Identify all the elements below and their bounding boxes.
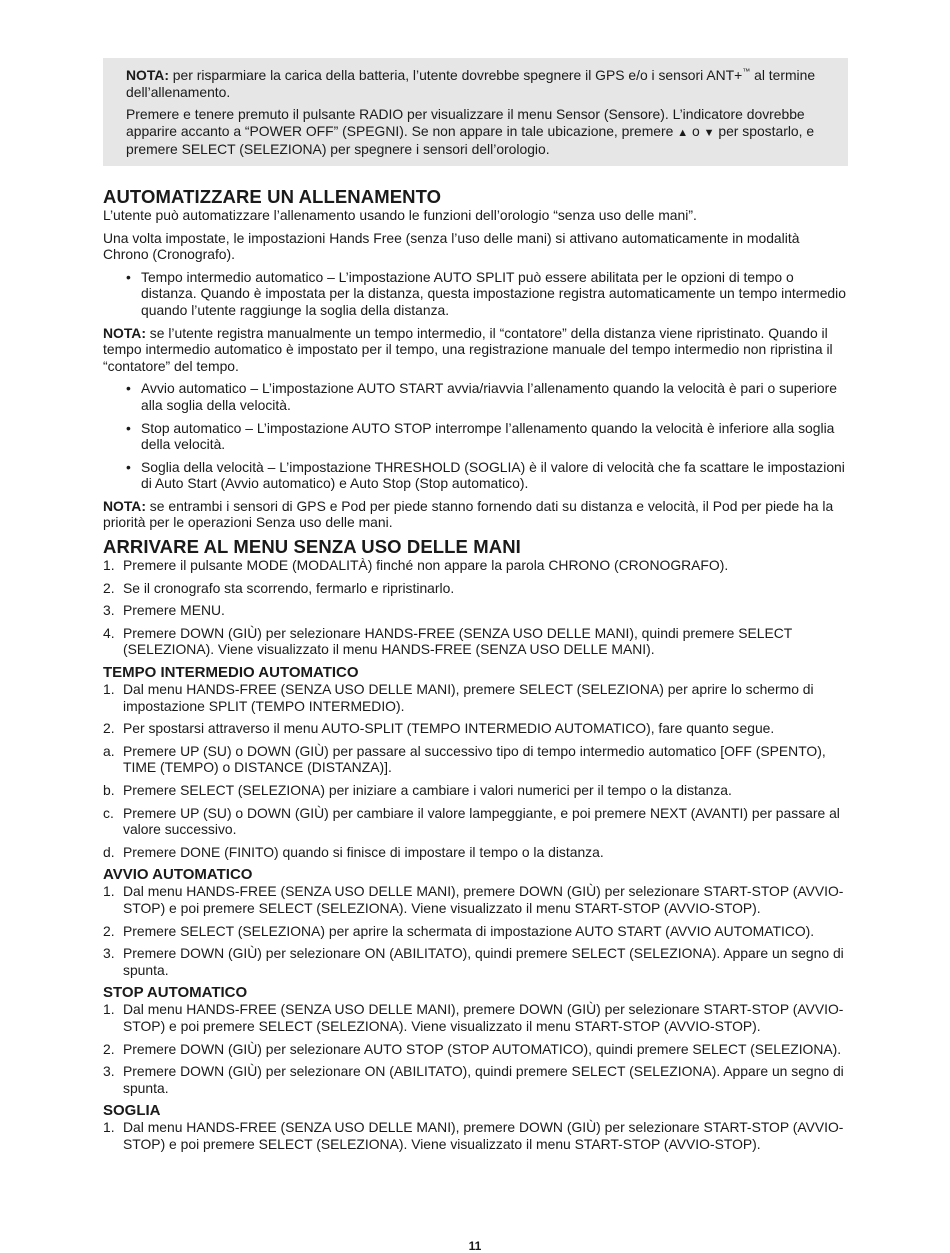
step-item [103, 1063, 848, 1096]
step-marker: 1. [103, 883, 115, 900]
auto-stop-steps [103, 1001, 848, 1096]
step-marker: 2. [103, 922, 115, 939]
step-item [103, 602, 848, 619]
note-label: NOTA: [103, 497, 146, 514]
step-item [103, 1001, 848, 1034]
step-marker: 1. [103, 1119, 115, 1136]
step-marker: 1. [103, 557, 115, 574]
step-marker: c. [103, 804, 114, 821]
step-item [103, 625, 848, 658]
step-text: Premere il pulsante MODE (MODALITÀ) finché non appare la parola CHRONO (CRONOGRAFO). [123, 557, 729, 574]
down-arrow-icon: ▼ [703, 126, 715, 139]
note-text: se l’utente registra manualmente un tempo intermedio, il “contatore” della distanza viene ripristinato. Quando il tempo intermedio automatico è impostato per il tempo, una registrazione manuale del tempo intermedio non ripristina il “contatore” del tempo. [103, 324, 833, 374]
step-item [103, 743, 848, 776]
trademark-symbol: ™ [742, 67, 751, 76]
note-text: per risparmiare la carica della batteria, l’utente dovrebbe spegnere il GPS e/o i sensori ANT+ [168, 67, 743, 83]
step-marker: b. [103, 782, 115, 798]
step-marker: a. [103, 742, 115, 759]
auto-split-steps [103, 681, 848, 860]
step-item [103, 945, 848, 978]
step-text: Dal menu HANDS-FREE (SENZA USO DELLE MANI), premere DOWN (GIÙ) per selezionare START-STOP (AVVIO-STOP) e poi premere SELECT (SELEZIONA). Viene visualizzato il menu START-STOP (AVVIO-STOP). [123, 1119, 844, 1152]
step-marker: 1. [103, 681, 115, 698]
automate-bullets-2 [103, 380, 848, 492]
step-item [103, 1041, 848, 1058]
step-marker: 1. [103, 1001, 115, 1018]
step-item [103, 580, 848, 597]
subsection-title-auto-split: TEMPO INTERMEDIO AUTOMATICO [103, 664, 359, 682]
step-marker: 3. [103, 1063, 115, 1080]
step-item [103, 1119, 848, 1152]
step-item [103, 923, 848, 940]
step-marker: d. [103, 843, 115, 860]
menu-steps [103, 557, 848, 658]
battery-note-box [103, 58, 848, 166]
step-marker: 2. [103, 579, 115, 596]
step-text: Premere UP (SU) o DOWN (GIÙ) per cambiare il valore lampeggiante, e poi premere NEXT (AVANTI) per passare al valore successivo. [123, 804, 840, 838]
step-text: Premere SELECT (SELEZIONA) per aprire la schermata di impostazione AUTO START (AVVIO AUTOMATICO). [123, 922, 815, 939]
step-item [103, 883, 848, 916]
step-text: Per spostarsi attraverso il menu AUTO-SPLIT (TEMPO INTERMEDIO AUTOMATICO), fare quanto segue. [123, 720, 775, 737]
step-text: Dal menu HANDS-FREE (SENZA USO DELLE MANI), premere SELECT (SELEZIONA) per aprire lo schermo di impostazione SPLIT (TEMPO INTERMEDIO). [123, 681, 814, 714]
automate-bullets-1 [103, 269, 848, 319]
automate-hands-free: Una volta impostate, le impostazioni Hands Free (senza l’uso delle mani) si attivano automaticamente in modalità Chrono (Cronografo). [103, 229, 800, 263]
step-text: Premere DOWN (GIÙ) per selezionare HANDS-FREE (SENZA USO DELLE MANI), quindi premere SELECT (SELEZIONA). Viene visualizzato il menu HANDS-FREE (SENZA USO DELLE MANI). [123, 624, 792, 658]
note-paragraph-sensor [126, 106, 826, 158]
step-text: Dal menu HANDS-FREE (SENZA USO DELLE MANI), premere DOWN (GIÙ) per selezionare START-STOP (AVVIO-STOP) e poi premere SELECT (SELEZIONA). Viene visualizzato il menu START-STOP (AVVIO-STOP). [123, 883, 844, 916]
subsection-title-auto-start: AVVIO AUTOMATICO [103, 866, 253, 884]
step-text: Premere DONE (FINITO) quando si finisce di impostare il tempo o la distanza. [123, 843, 604, 860]
step-text: Premere MENU. [123, 602, 225, 619]
step-text: Premere DOWN (GIÙ) per selezionare AUTO STOP (STOP AUTOMATICO), quindi premere SELECT (SELEZIONA). [123, 1040, 842, 1057]
step-text: Premere UP (SU) o DOWN (GIÙ) per passare al successivo tipo di tempo intermedio automatico [OFF (SPENTO), TIME (TEMPO) o DISTANCE (DISTANZA)]. [123, 742, 826, 776]
up-arrow-icon: ▲ [677, 126, 689, 139]
page-number: 11 [468, 1239, 482, 1253]
bullet-threshold: • Soglia della velocità – L’impostazione THRESHOLD (SOGLIA) è il valore di velocità che fa scattare le impostazioni di Auto Start (Avvio automatico) e Auto Stop (Stop automatico). [103, 459, 848, 492]
auto-start-steps [103, 883, 848, 978]
step-marker: 3. [103, 945, 115, 962]
step-text: Premere DOWN (GIÙ) per selezionare ON (ABILITATO), quindi premere SELECT (SELEZIONA). Appare un segno di spunta. [123, 945, 844, 978]
step-text: Dal menu HANDS-FREE (SENZA USO DELLE MANI), premere DOWN (GIÙ) per selezionare START-STOP (AVVIO-STOP) e poi premere SELECT (SELEZIONA). Viene visualizzato il menu START-STOP (AVVIO-STOP). [123, 1001, 844, 1034]
sensor-text-end: per spostarlo, e premere SELECT (SELEZIONA) per spegnere i sensori dell’orologio. [126, 122, 815, 158]
note-paragraph-battery [126, 67, 826, 100]
or-text: o [688, 122, 704, 139]
bullet-auto-stop: • Stop automatico – L’impostazione AUTO STOP interrompe l’allenamento quando la velocità è inferiore alla soglia della velocità. [103, 420, 848, 453]
section-title-automate: AUTOMATIZZARE UN ALLENAMENTO [103, 185, 442, 207]
automate-intro: L’utente può automatizzare l’allenamento usando le funzioni dell’orologio “senza uso delle mani”. [103, 206, 697, 223]
section-automate [103, 207, 848, 531]
step-item [103, 844, 848, 861]
note-text-end: al termine dell’allenamento. [126, 67, 816, 100]
step-text: Premere DOWN (GIÙ) per selezionare ON (ABILITATO), quindi premere SELECT (SELEZIONA). Appare un segno di spunta. [123, 1063, 844, 1096]
step-text: Premere SELECT (SELEZIONA) per iniziare a cambiare i valori numerici per il tempo o la distanza. [123, 782, 732, 798]
note-split [103, 325, 848, 375]
step-item [103, 681, 848, 714]
section-title-menu: ARRIVARE AL MENU SENZA USO DELLE MANI [103, 536, 521, 558]
subsection-title-auto-stop: STOP AUTOMATICO [103, 984, 248, 1002]
step-item [103, 720, 848, 737]
note-label: NOTA: [103, 324, 146, 341]
step-marker: 4. [103, 624, 115, 641]
step-marker: 2. [103, 1040, 115, 1057]
subsection-title-threshold: SOGLIA [103, 1102, 161, 1120]
threshold-steps [103, 1119, 848, 1152]
note-pod [103, 498, 848, 531]
step-marker: 3. [103, 602, 115, 619]
step-item [103, 557, 848, 574]
step-item [103, 805, 848, 838]
note-text: se entrambi i sensori di GPS e Pod per piede stanno fornendo dati su distanza e velocità, il Pod per piede ha la priorità per le operazioni Senza uso delle mani. [103, 497, 834, 531]
step-marker: 2. [103, 720, 115, 737]
step-item [103, 782, 848, 799]
document-page [103, 58, 848, 1159]
step-text: Se il cronografo sta scorrendo, fermarlo e ripristinarlo. [123, 579, 455, 596]
bullet-auto-split: • Tempo intermedio automatico – L’impostazione AUTO SPLIT può essere abilitata per le opzioni di tempo o distanza. Quando è impostata per la distanza, questa impostazione registra automaticamente un tempo intermedio quando l’utente raggiunge la soglia della distanza. [103, 269, 848, 319]
bullet-auto-start: • Avvio automatico – L’impostazione AUTO START avvia/riavvia l’allenamento quando la velocità è pari o superiore alla soglia della velocità. [103, 380, 848, 413]
note-label: NOTA: [126, 67, 169, 83]
sensor-text: Premere e tenere premuto il pulsante RADIO per visualizzare il menu Sensor (Sensore). L’indicatore dovrebbe apparire accanto a “POWER OFF” (SPEGNI). Se non appare in tale ubicazione, premere [126, 106, 805, 139]
